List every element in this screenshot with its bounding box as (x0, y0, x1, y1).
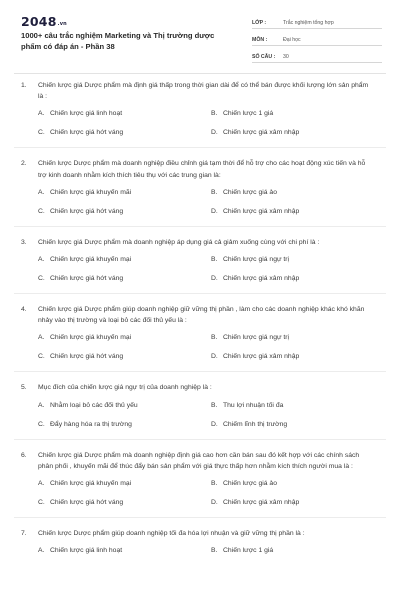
question-1 (0, 80, 400, 148)
option-text: Chiến lược giá xâm nhập (223, 207, 300, 215)
option-letter: C. (38, 207, 45, 215)
answer-option-c[interactable] (38, 497, 123, 508)
option-letter: D. (211, 353, 218, 361)
option-letter: C. (38, 499, 45, 507)
option-text: Chiến lược giá linh hoạt (50, 110, 123, 118)
option-letter: B. (211, 334, 218, 342)
answer-option-a[interactable] (38, 187, 131, 198)
answer-option-d[interactable] (211, 497, 299, 508)
header-divider (14, 73, 386, 74)
answer-option-b[interactable] (211, 108, 273, 119)
answer-option-d[interactable] (211, 273, 299, 284)
option-letter: D. (211, 499, 218, 507)
question-text: Chiến lược giá Dược phẩm mà doanh nghiệp áp dụng giá cả giảm xuống cùng với chi phí là : (38, 238, 320, 246)
option-letter: B. (211, 547, 218, 555)
question-number: 4. (21, 306, 27, 314)
question-stem (0, 80, 400, 102)
question-stem (0, 382, 400, 393)
option-text: Chiến lược giá hớt váng (50, 207, 124, 215)
option-text: Chiến lược giá hớt váng (50, 275, 124, 283)
meta-key: MÔN : (252, 37, 268, 43)
meta-row-count (252, 50, 382, 63)
question-stem (0, 304, 400, 326)
answer-option-b[interactable] (211, 187, 277, 198)
option-letter: D. (211, 129, 218, 137)
meta-row-class (252, 16, 382, 29)
option-letter: B. (211, 401, 218, 409)
option-text: Chiến lược giá khuyến mãi (50, 188, 132, 196)
answer-options (0, 545, 400, 564)
option-letter: A. (38, 401, 45, 409)
question-divider (14, 517, 386, 518)
option-text: Chiến lược giá xâm nhập (223, 353, 300, 361)
answer-option-b[interactable] (211, 545, 273, 556)
question-number: 3. (21, 238, 27, 246)
question-3 (0, 237, 400, 294)
option-text: Chiến lược giá ảo (223, 480, 277, 488)
question-text: Chiến lược Dược phẩm giúp doanh nghiệp tối đa hóa lợi nhuận và giữ vững thị phần là : (38, 530, 305, 538)
question-text: Chiến lược Dược phẩm mà doanh nghiệp điều chỉnh giá tạm thời để hỗ trợ cho các hoạt động xúc tiến và hỗ trợ kinh doanh nhằm kích thích tiêu thụ với các trung gian là: (38, 160, 366, 179)
option-text: Thu lợi nhuận tối đa (223, 401, 284, 409)
question-text: Chiến lược giá Dược phẩm mà định giá thấp trong thời gian dài để có thể bán được khối lượng lớn sản phẩm là : (38, 82, 369, 101)
option-text: Chiến lược giá khuyến mại (50, 256, 132, 264)
answer-options (0, 187, 400, 225)
answer-option-b[interactable] (211, 254, 289, 265)
answer-option-c[interactable] (38, 351, 123, 362)
question-4 (0, 304, 400, 372)
option-letter: A. (38, 547, 45, 555)
option-text: Chiến lược giá ngự trị (223, 256, 290, 264)
question-divider (14, 371, 386, 372)
meta-key: LỚP : (252, 20, 267, 26)
question-divider (14, 147, 386, 148)
option-text: Chiến lược 1 giá (223, 547, 274, 555)
question-divider (14, 226, 386, 227)
answer-options (0, 254, 400, 292)
option-letter: D. (211, 275, 218, 283)
option-letter: C. (38, 420, 45, 428)
question-number: 2. (21, 160, 27, 168)
logo-text: 2048 (21, 14, 57, 29)
answer-option-c[interactable] (38, 206, 123, 217)
question-divider (14, 439, 386, 440)
answer-option-a[interactable] (38, 478, 131, 489)
answer-options (0, 478, 400, 516)
option-text: Chiến lược giá hớt váng (50, 499, 124, 507)
answer-option-a[interactable] (38, 400, 138, 411)
site-logo[interactable] (21, 14, 67, 29)
page-header (0, 0, 400, 66)
logo-tld: .vn (57, 21, 67, 27)
option-text: Chiến lược giá ảo (223, 188, 277, 196)
option-letter: C. (38, 129, 45, 137)
question-divider (14, 293, 386, 294)
option-text: Chiến lược giá hớt váng (50, 353, 124, 361)
answer-option-b[interactable] (211, 332, 289, 343)
question-number: 7. (21, 530, 27, 538)
answer-option-b[interactable] (211, 400, 283, 411)
option-letter: A. (38, 480, 45, 488)
option-text: Chiến lược giá hớt váng (50, 129, 124, 137)
question-text: Chiến lược giá Dược phẩm giúp doanh nghiệp giữ vững thị phần , làm cho các doanh nghiệp khác khó khăn nhảy vào thị trường và loại bỏ các đối thủ yếu là : (38, 306, 365, 325)
option-letter: D. (211, 420, 218, 428)
option-letter: A. (38, 110, 45, 118)
question-6 (0, 450, 400, 518)
answer-option-c[interactable] (38, 127, 123, 138)
answer-option-c[interactable] (38, 273, 123, 284)
option-text: Chiến lược giá xâm nhập (223, 275, 300, 283)
option-text: Chiến lược 1 giá (223, 110, 274, 118)
question-stem (0, 450, 400, 472)
question-stem (0, 158, 400, 180)
option-letter: B. (211, 480, 218, 488)
document-title: 1000+ câu trắc nghiệm Marketing và Thị trường dược phẩm có đáp án - Phần 38 (21, 31, 215, 51)
option-text: Chiến lược giá linh hoạt (50, 547, 123, 555)
option-text: Đẩy hàng hóa ra thị trường (50, 420, 132, 428)
meta-key: SỐ CÂU : (252, 54, 276, 60)
question-2 (0, 158, 400, 226)
question-number: 6. (21, 451, 27, 459)
option-letter: C. (38, 353, 45, 361)
question-text: Chiến lược giá Dược phẩm mà doanh nghiệp định giá cao hơn cần bán sau đó kết hợp với các chính sách phân phối , khuyến mãi để thúc đẩy bán sản phẩm với giá thực thấp hơn nhằm kích thích người mua là : (38, 451, 360, 470)
question-list (0, 80, 400, 564)
option-text: Chiếm lĩnh thị trường (223, 420, 288, 428)
answer-options (0, 108, 400, 146)
answer-option-d[interactable] (211, 206, 299, 217)
option-text: Chiến lược giá xâm nhập (223, 129, 300, 137)
question-number: 1. (21, 82, 27, 89)
answer-option-d[interactable] (211, 351, 299, 362)
question-text: Mục đích của chiến lược giá ngự trị của doanh nghiệp là : (38, 384, 212, 392)
question-stem (0, 237, 400, 248)
question-stem (0, 528, 400, 539)
answer-option-d[interactable] (211, 127, 299, 138)
option-letter: A. (38, 334, 45, 342)
answer-option-a[interactable] (38, 108, 122, 119)
option-letter: A. (38, 188, 45, 196)
option-letter: B. (211, 256, 218, 264)
option-letter: A. (38, 256, 45, 264)
question-number: 5. (21, 384, 27, 392)
option-letter: D. (211, 207, 218, 215)
document-meta (252, 16, 382, 67)
answer-option-a[interactable] (38, 332, 131, 343)
meta-value: Đại học (283, 37, 301, 43)
option-letter: B. (211, 188, 218, 196)
meta-value: Trắc nghiệm tổng hợp (283, 20, 334, 26)
answer-options (0, 332, 400, 370)
answer-option-a[interactable] (38, 545, 122, 556)
option-letter: C. (38, 275, 45, 283)
question-7 (0, 528, 400, 564)
answer-option-d[interactable] (211, 419, 287, 430)
option-text: Chiến lược giá khuyến mại (50, 334, 132, 342)
question-5 (0, 382, 400, 439)
meta-value: 30 (283, 54, 289, 60)
answer-option-b[interactable] (211, 478, 277, 489)
option-letter: B. (211, 110, 218, 118)
option-text: Nhằm loại bỏ các đối thủ yếu (50, 401, 138, 409)
option-text: Chiến lược giá ngự trị (223, 334, 290, 342)
option-text: Chiến lược giá xâm nhập (223, 499, 300, 507)
answer-option-c[interactable] (38, 419, 132, 430)
option-text: Chiến lược giá khuyến mại (50, 480, 132, 488)
meta-row-subject (252, 33, 382, 46)
answer-options (0, 400, 400, 438)
answer-option-a[interactable] (38, 254, 131, 265)
